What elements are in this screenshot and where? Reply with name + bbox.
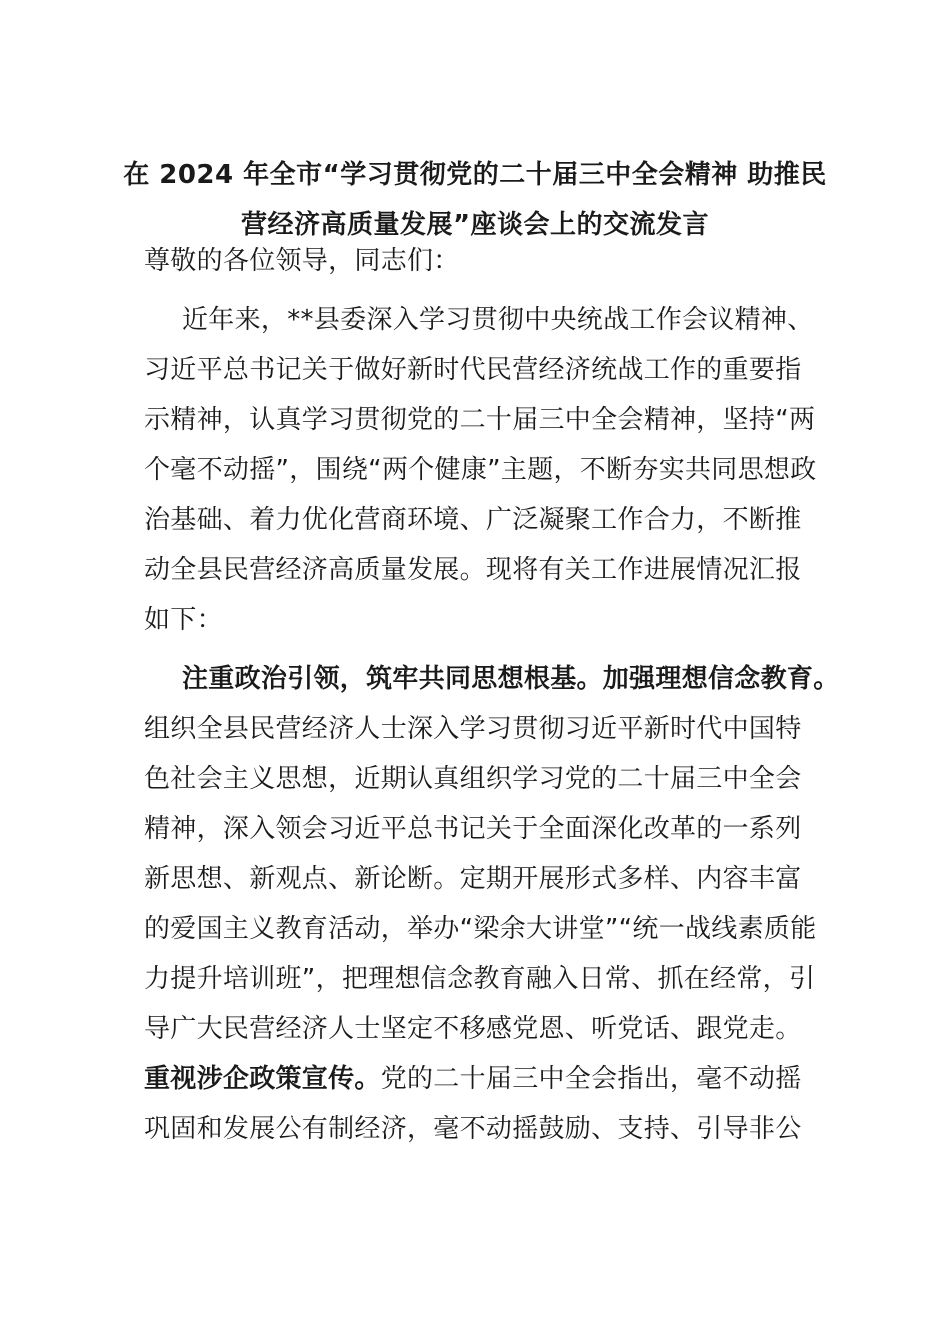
title-line-2: 营经济高质量发展”座谈会上的交流发言 <box>240 210 710 240</box>
section-heading: 注重政治引领，筑牢共同思想根基。加强理想信念教育。 <box>182 664 840 694</box>
paragraph-line <box>144 1054 834 1104</box>
title-line-1: 在 2024 年全市“学习贯彻党的二十届三中全会精神 助推民 <box>123 160 827 190</box>
paragraph-line: 力提升培训班”，把理想信念教育融入日常、抓在经常，引 <box>144 964 816 994</box>
paragraph-line: 如下： <box>144 605 223 635</box>
paragraph-line: 习近平总书记关于做好新时代民营经济统战工作的重要指 <box>144 355 802 385</box>
paragraph-line: 组织全县民营经济人士深入学习贯彻习近平新时代中国特 <box>144 714 802 744</box>
paragraph-line: 新思想、新观点、新论断。定期开展形式多样、内容丰富 <box>144 864 802 894</box>
paragraph-line: 精神，深入领会习近平总书记关于全面深化改革的一系列 <box>144 814 802 844</box>
subsection-text: 党的二十届三中全会指出，毫不动摇 <box>380 1064 802 1094</box>
paragraph-line: 动全县民营经济高质量发展。现将有关工作进展情况汇报 <box>144 555 802 585</box>
paragraph-line: 的爱国主义教育活动，举办“梁余大讲堂”“统一战线素质能 <box>144 914 817 944</box>
paragraph-line: 色社会主义思想，近期认真组织学习党的二十届三中全会 <box>144 764 802 794</box>
intro-paragraph <box>144 295 834 645</box>
paragraph-line: 巩固和发展公有制经济，毫不动摇鼓励、支持、引导非公 <box>144 1114 802 1144</box>
paragraph-line: 示精神，认真学习贯彻党的二十届三中全会精神，坚持“两 <box>144 405 816 435</box>
paragraph-line: 治基础、着力优化营商环境、广泛凝聚工作合力，不断推 <box>144 505 802 535</box>
subsection-heading: 重视涉企政策宣传。 <box>144 1064 381 1094</box>
document-title <box>120 150 830 250</box>
paragraph-line: 个毫不动摇”，围绕“两个健康”主题，不断夯实共同思想政 <box>144 455 817 485</box>
document-body <box>144 236 840 1154</box>
section-1-paragraph <box>144 654 840 1154</box>
paragraph-line: 近年来，**县委深入学习贯彻中央统战工作会议精神、 <box>182 305 814 335</box>
paragraph-line: 导广大民营经济人士坚定不移感党恩、听党话、跟党走。 <box>144 1014 802 1044</box>
salutation: 尊敬的各位领导，同志们： <box>144 246 460 276</box>
